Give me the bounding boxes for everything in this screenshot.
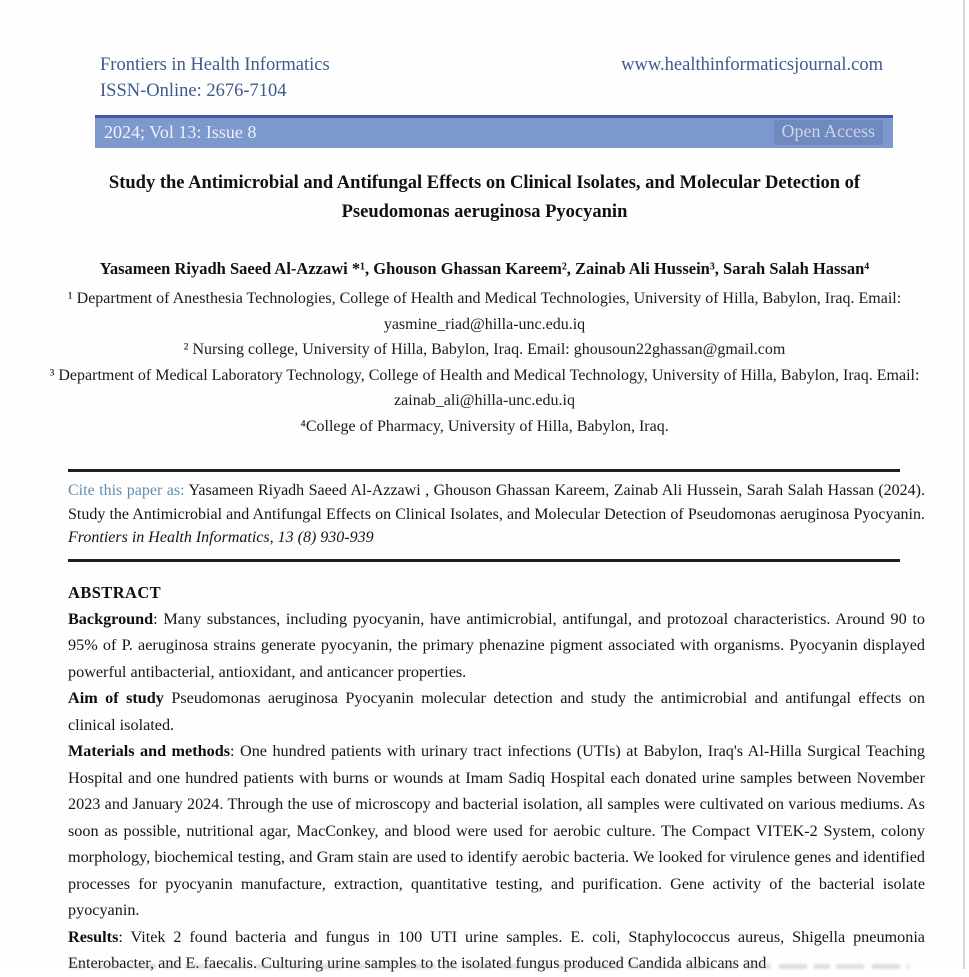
cutoff-text-line	[70, 964, 909, 969]
paragraph-text-results: : Vitek 2 found bacteria and fungus in 100 UTI urine samples. E. coli, Staphylococcus aureus, Shigella pneumonia Enterobacter, and E. faecalis. Culturing urine samples to the isolated fungus produced Candida albicans and	[68, 927, 925, 972]
page-scan-edge	[963, 0, 965, 969]
affiliation-1: ¹ Department of Anesthesia Technologies, College of Health and Medical Technologies, University of Hilla, Babylon, Iraq. Email: yasmine_riad@hilla-unc.edu.iq	[67, 290, 902, 333]
paragraph-label-aim: Aim of study	[68, 689, 164, 707]
abstract-section	[68, 583, 925, 977]
citation-source: Frontiers in Health Informatics, 13 (8) 930-939	[68, 529, 374, 546]
paragraph-label-background: Background	[68, 609, 154, 628]
abstract-paragraph-aim	[68, 685, 925, 738]
paragraph-label-methods: Materials and methods	[68, 742, 231, 760]
citation-bottom-rule	[68, 559, 900, 562]
journal-name: Frontiers in Health Informatics	[100, 55, 330, 75]
affiliations-block	[49, 286, 921, 439]
paragraph-text-aim: Pseudomonas aeruginosa Pyocyanin molecular detection and study the antimicrobial and antifungal effects on clinical isolated.	[68, 689, 925, 734]
abstract-heading: ABSTRACT	[68, 582, 162, 602]
abstract-paragraph-methods	[68, 738, 925, 924]
issue-info: 2024; Vol 13: Issue 8	[104, 121, 257, 142]
authors-line: Yasameen Riyadh Saeed Al-Azzawi *¹, Ghouson Ghassan Kareem², Zainab Ali Hussein³, Sarah Salah Hassan⁴	[99, 259, 870, 278]
journal-website-link[interactable]: www.healthinformaticsjournal.com	[621, 55, 883, 75]
page-header	[0, 0, 969, 104]
journal-identity	[100, 52, 330, 104]
abstract-paragraph-background	[68, 606, 925, 686]
citation-paragraph	[68, 479, 925, 550]
citation-top-rule	[68, 469, 900, 472]
paragraph-text-background: : Many substances, including pyocyanin, have antimicrobial, antifungal, and protozoal characteristics. Around 90 to 95% of P. aeruginosa strains generate pyocyanin, the primary phenazine pigment associated with organisms. Pyocyanin displayed powerful antibacterial, antioxidant, and anticancer properties.	[68, 609, 925, 681]
citation-label: Cite this paper as:	[68, 482, 189, 499]
paragraph-label-results: Results	[68, 927, 119, 946]
article-title: Study the Antimicrobial and Antifungal Effects on Clinical Isolates, and Molecular Detection of Pseudomonas aeruginosa Pyocyanin	[108, 173, 861, 222]
issue-bar	[95, 115, 893, 148]
paragraph-text-methods: : One hundred patients with urinary tract infections (UTIs) at Babylon, Iraq's Al-Hilla Surgical Teaching Hospital and one hundred patients with burns or wounds at Imam Sadiq Hospital each donated urine samples between November 2023 and January 2024. Through the use of microscopy and bacterial isolation, all samples were cultivated on various mediums. As soon as possible, nutritional agar, MacConkey, and blood were used for aerobic culture. The Compact VITEK-2 System, colony morphology, biochemical testing, and Gram stain are used to identify aerobic bacteria. We looked for virulence genes and identified processes for pyocyanin manufacture, extraction, quantitative testing, and purification. Gene activity of the bacterial isolate pyocyanin.	[68, 742, 926, 919]
citation-block	[68, 469, 925, 562]
journal-issn: ISSN-Online: 2676-7104	[100, 81, 287, 101]
citation-text: Yasameen Riyadh Saeed Al-Azzawi , Ghouson Ghassan Kareem, Zainab Ali Hussein, Sarah Salah Hassan (2024). Study the Antimicrobial and Antifungal Effects on Clinical Isolates, and Molecular Detection of Pseudomonas aeruginosa Pyocyanin.	[68, 482, 925, 523]
open-access-badge: Open Access	[774, 120, 883, 145]
affiliation-2: ² Nursing college, University of Hilla, Babylon, Iraq. Email: ghousoun22ghassan@gmail.com	[183, 341, 786, 358]
affiliation-4: ⁴College of Pharmacy, University of Hilla, Babylon, Iraq.	[300, 417, 669, 435]
affiliation-3: ³ Department of Medical Laboratory Technology, College of Health and Medical Technology, University of Hilla, Babylon, Iraq. Email: zainab_ali@hilla-unc.edu.iq	[49, 366, 920, 409]
